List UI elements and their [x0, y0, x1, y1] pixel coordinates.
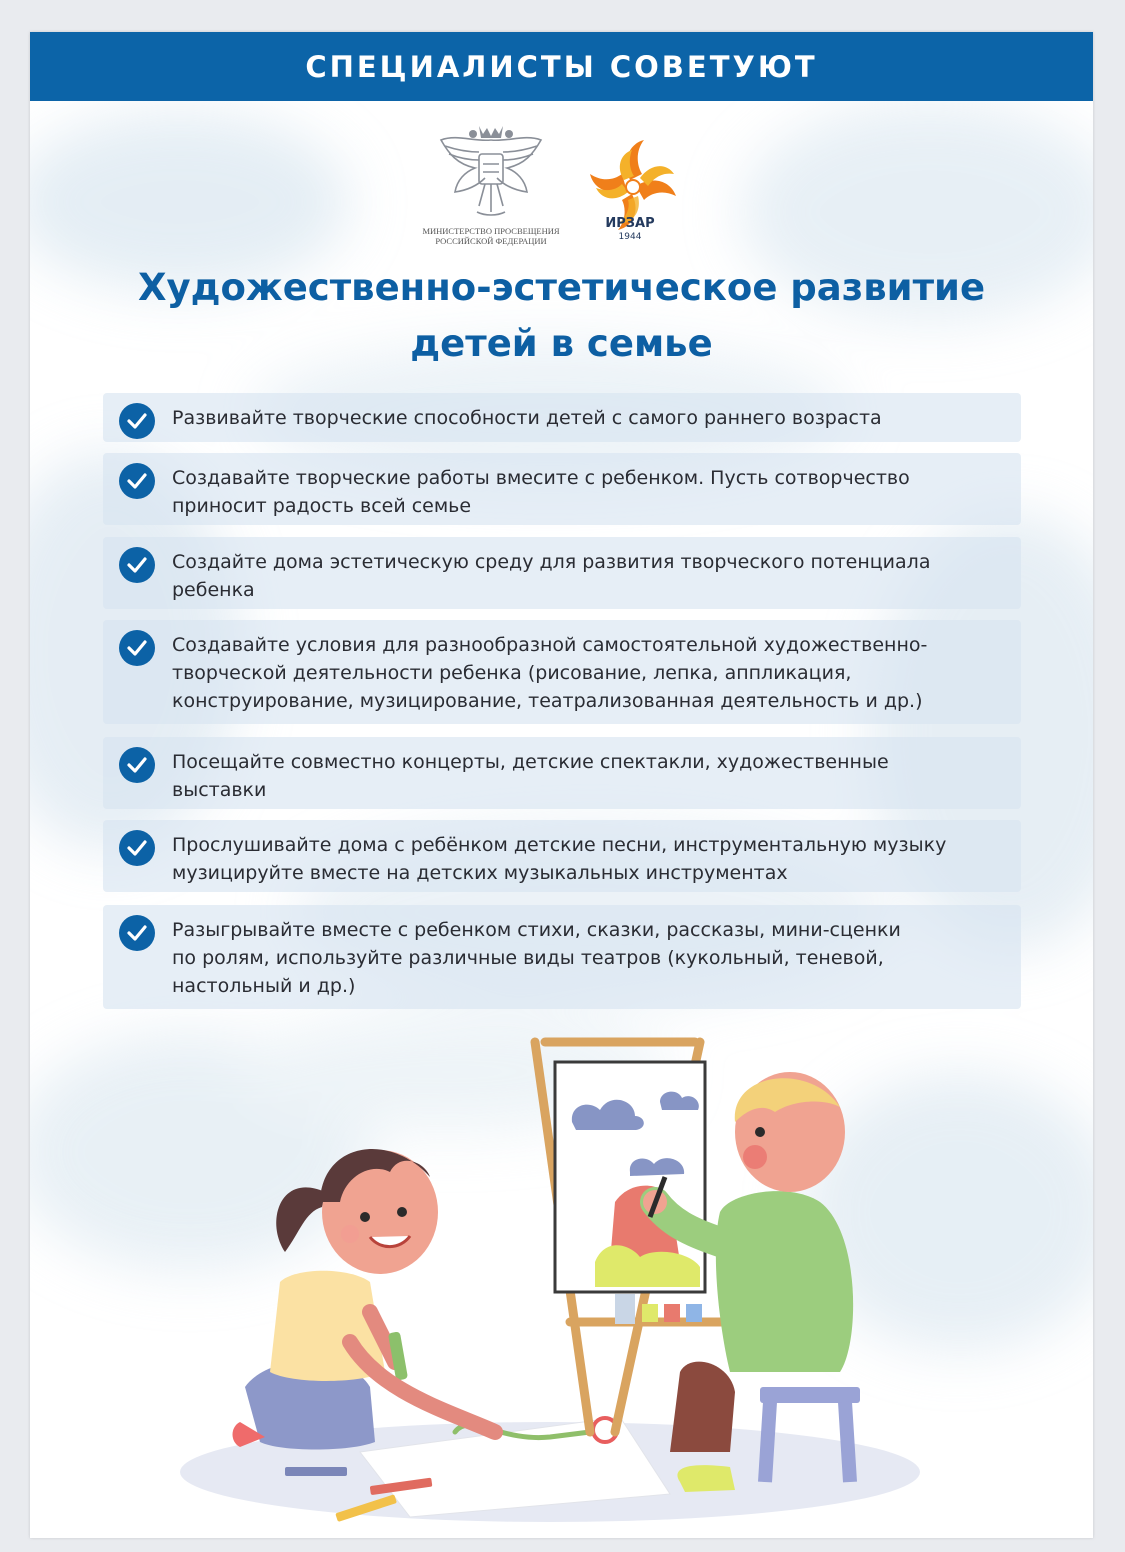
tip-item	[103, 393, 1021, 442]
poster	[30, 32, 1093, 1538]
header-title: СПЕЦИАЛИСТЫ СОВЕТУЮТ	[305, 49, 818, 84]
tip-item	[103, 537, 1021, 609]
girl-figure	[233, 1149, 496, 1449]
tip-item	[103, 820, 1021, 892]
ministry-name: МИНИСТЕРСТВО ПРОСВЕЩЕНИЯ РОССИЙСКОЙ ФЕДЕРАЦИИ	[422, 226, 560, 246]
crayon	[285, 1467, 347, 1476]
header-banner	[30, 32, 1093, 101]
page-title	[70, 260, 1053, 372]
tip-text: Посещайте совместно концерты, детские спектакли, художественные выставки	[172, 751, 889, 801]
tip-item	[103, 453, 1021, 525]
title-line-1: Художественно-эстетическое развитие	[137, 266, 986, 309]
irzar-logo	[578, 120, 698, 256]
logos-row	[30, 120, 1093, 280]
check-icon	[119, 403, 155, 439]
tip-text: Создавайте условия для разнообразной самостоятельной художественно- творческой деятельности ребенка (рисование, лепка, аппликация, конструирование, музицирование, театрализованная деятельность и др.)	[172, 634, 928, 712]
ministry-logo	[418, 120, 564, 246]
tip-text: Развивайте творческие способности детей с самого раннего возраста	[172, 407, 882, 429]
tip-item	[103, 620, 1021, 724]
tip-text: Создавайте творческие работы вмесите с ребенком. Пусть сотворчество приносит радость всей семье	[172, 467, 910, 517]
check-icon	[119, 915, 155, 951]
tip-text: Прослушивайте дома с ребёнком детские песни, инструментальную музыку музицируйте вместе на детских музыкальных инструментах	[172, 834, 947, 884]
check-icon	[119, 547, 155, 583]
title-line-2: детей в семье	[410, 322, 713, 365]
check-icon	[119, 747, 155, 783]
tip-text: Разыгрывайте вместе с ребенком стихи, сказки, рассказы, мини-сценки по ролям, используйте различные виды театров (кукольный, теневой, настольный и др.)	[172, 919, 901, 997]
irzar-year: 1944	[618, 232, 642, 242]
children-drawing-illustration	[30, 1012, 1093, 1538]
check-icon	[119, 830, 155, 866]
check-icon	[119, 463, 155, 499]
tip-item	[103, 905, 1021, 1009]
eagle-emblem-icon	[435, 120, 547, 220]
check-icon	[119, 630, 155, 666]
irzar-name: ИРЗАР	[605, 216, 655, 231]
tip-text: Создайте дома эстетическую среду для развития творческого потенциала ребенка	[172, 551, 931, 601]
tip-item	[103, 737, 1021, 809]
